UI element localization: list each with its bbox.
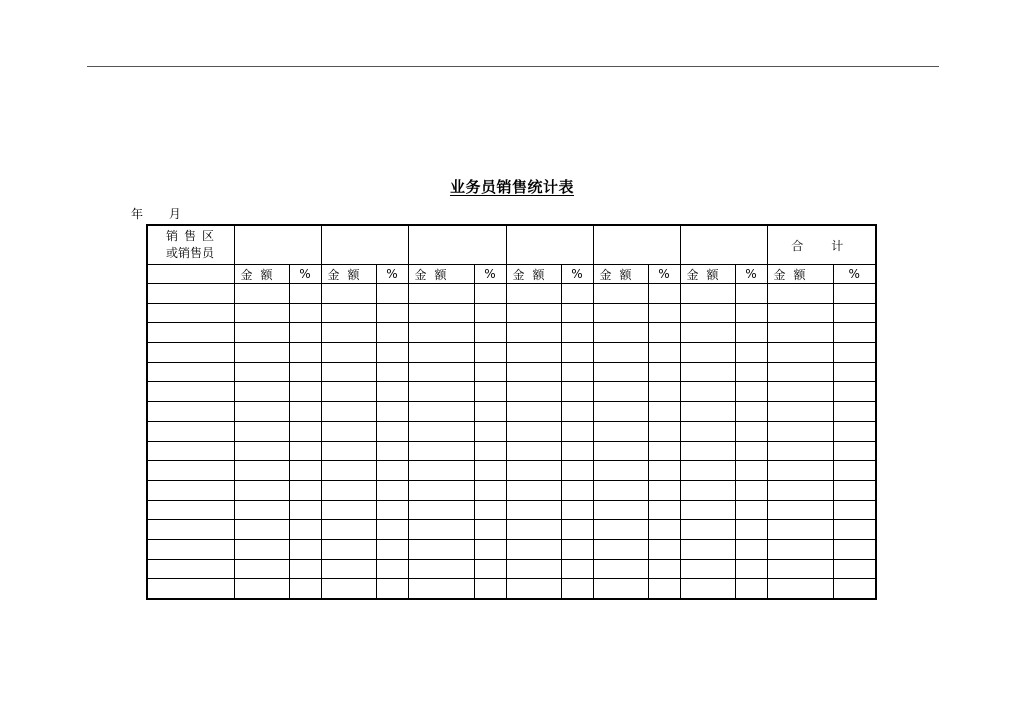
table-cell[interactable] — [408, 362, 474, 382]
row-label-cell[interactable] — [147, 461, 234, 481]
table-cell[interactable] — [321, 461, 376, 481]
table-cell[interactable] — [506, 402, 561, 422]
table-cell[interactable] — [376, 539, 408, 559]
table-cell[interactable] — [234, 402, 289, 422]
table-row — [147, 303, 876, 323]
table-cell[interactable] — [474, 520, 506, 540]
table-cell[interactable] — [680, 480, 735, 500]
table-cell[interactable] — [593, 520, 648, 540]
table-cell[interactable] — [833, 559, 876, 579]
table-row — [147, 480, 876, 500]
table-cell[interactable] — [735, 579, 767, 599]
year-label: 年 — [131, 207, 144, 221]
table-cell[interactable] — [680, 539, 735, 559]
table-cell[interactable] — [680, 441, 735, 461]
table-row — [147, 402, 876, 422]
table-cell[interactable] — [289, 382, 321, 402]
table-cell[interactable] — [735, 421, 767, 441]
group-header-cell[interactable] — [593, 225, 680, 265]
table-cell[interactable] — [735, 480, 767, 500]
table-cell[interactable] — [680, 402, 735, 422]
table-cell[interactable] — [506, 362, 561, 382]
table-cell[interactable] — [680, 362, 735, 382]
table-cell[interactable] — [833, 382, 876, 402]
date-line — [131, 205, 181, 222]
table-cell[interactable] — [593, 402, 648, 422]
table-cell[interactable] — [593, 323, 648, 343]
table-cell[interactable] — [680, 579, 735, 599]
table-cell[interactable] — [648, 421, 680, 441]
table-cell[interactable] — [234, 303, 289, 323]
table-cell[interactable] — [680, 382, 735, 402]
table-row — [147, 323, 876, 343]
table-cell[interactable] — [234, 323, 289, 343]
percent-header: % — [474, 265, 506, 284]
table-cell[interactable] — [767, 480, 833, 500]
table-cell[interactable] — [321, 382, 376, 402]
table-cell[interactable] — [474, 362, 506, 382]
table-cell[interactable] — [474, 323, 506, 343]
table-cell[interactable] — [234, 382, 289, 402]
table-cell[interactable] — [474, 441, 506, 461]
table-row — [147, 441, 876, 461]
table-cell[interactable] — [648, 441, 680, 461]
table-cell[interactable] — [680, 284, 735, 304]
table-cell[interactable] — [376, 421, 408, 441]
row-label-cell[interactable] — [147, 323, 234, 343]
table-cell[interactable] — [561, 520, 593, 540]
table-cell[interactable] — [506, 303, 561, 323]
percent-header: % — [648, 265, 680, 284]
table-cell[interactable] — [648, 362, 680, 382]
table-cell[interactable] — [289, 303, 321, 323]
header-rule — [87, 66, 939, 67]
table-cell[interactable] — [289, 441, 321, 461]
row-label-cell[interactable] — [147, 343, 234, 363]
table-cell[interactable] — [648, 284, 680, 304]
table-cell[interactable] — [593, 343, 648, 363]
group-header-cell[interactable] — [234, 225, 321, 265]
table-cell[interactable] — [648, 303, 680, 323]
table-cell[interactable] — [234, 579, 289, 599]
table-cell[interactable] — [506, 500, 561, 520]
row-label-cell[interactable] — [147, 362, 234, 382]
table-cell[interactable] — [561, 382, 593, 402]
table-cell[interactable] — [561, 559, 593, 579]
table-cell[interactable] — [408, 539, 474, 559]
table-cell[interactable] — [593, 382, 648, 402]
table-cell[interactable] — [593, 461, 648, 481]
row-label-cell[interactable] — [147, 303, 234, 323]
table-cell[interactable] — [735, 402, 767, 422]
table-cell[interactable] — [376, 323, 408, 343]
table-cell[interactable] — [321, 362, 376, 382]
table-row — [147, 520, 876, 540]
table-cell[interactable] — [408, 500, 474, 520]
table-cell[interactable] — [376, 303, 408, 323]
table-cell[interactable] — [593, 559, 648, 579]
table-cell[interactable] — [648, 579, 680, 599]
amount-header: 金额 — [680, 265, 735, 284]
table-cell[interactable] — [474, 421, 506, 441]
table-cell[interactable] — [506, 559, 561, 579]
table-cell[interactable] — [376, 461, 408, 481]
table-cell[interactable] — [680, 323, 735, 343]
table-cell[interactable] — [321, 480, 376, 500]
table-cell[interactable] — [767, 382, 833, 402]
table-cell[interactable] — [321, 539, 376, 559]
table-cell[interactable] — [474, 303, 506, 323]
row-label-cell[interactable] — [147, 579, 234, 599]
row-label-cell[interactable] — [147, 382, 234, 402]
table-cell[interactable] — [408, 343, 474, 363]
table-row — [147, 559, 876, 579]
table-cell[interactable] — [735, 520, 767, 540]
table-cell[interactable] — [289, 362, 321, 382]
row-label-cell[interactable] — [147, 421, 234, 441]
table-cell[interactable] — [289, 402, 321, 422]
table-cell[interactable] — [234, 284, 289, 304]
table-cell[interactable] — [561, 441, 593, 461]
table-cell[interactable] — [680, 343, 735, 363]
table-cell[interactable] — [833, 461, 876, 481]
table-cell[interactable] — [648, 559, 680, 579]
amount-header: 金额 — [593, 265, 648, 284]
table-cell[interactable] — [408, 559, 474, 579]
table-cell[interactable] — [321, 284, 376, 304]
table-cell[interactable] — [234, 362, 289, 382]
table-cell[interactable] — [408, 520, 474, 540]
table-cell[interactable] — [408, 579, 474, 599]
table-cell[interactable] — [474, 402, 506, 422]
table-cell[interactable] — [321, 303, 376, 323]
group-header-cell[interactable] — [321, 225, 408, 265]
table-cell[interactable] — [321, 421, 376, 441]
table-cell[interactable] — [735, 382, 767, 402]
table-cell[interactable] — [321, 441, 376, 461]
table-cell[interactable] — [408, 441, 474, 461]
row-label-cell[interactable] — [147, 539, 234, 559]
table-cell[interactable] — [735, 362, 767, 382]
table-cell[interactable] — [234, 500, 289, 520]
table-cell[interactable] — [234, 520, 289, 540]
row-label-cell[interactable] — [147, 480, 234, 500]
total-amount-header: 金额 — [767, 265, 833, 284]
table-cell[interactable] — [234, 421, 289, 441]
table-cell[interactable] — [289, 539, 321, 559]
corner-header-cell — [147, 225, 234, 265]
table-cell[interactable] — [506, 520, 561, 540]
table-cell[interactable] — [561, 421, 593, 441]
table-cell[interactable] — [593, 441, 648, 461]
table-cell[interactable] — [833, 303, 876, 323]
table-cell[interactable] — [321, 343, 376, 363]
table-cell[interactable] — [680, 303, 735, 323]
corner-subheader-cell — [147, 265, 234, 284]
group-header-cell[interactable] — [506, 225, 593, 265]
table-cell[interactable] — [234, 343, 289, 363]
table-cell[interactable] — [289, 461, 321, 481]
table-cell[interactable] — [289, 323, 321, 343]
table-cell[interactable] — [289, 500, 321, 520]
table-cell[interactable] — [593, 579, 648, 599]
table-cell[interactable] — [735, 559, 767, 579]
table-cell[interactable] — [767, 402, 833, 422]
month-label: 月 — [168, 207, 181, 221]
table-cell[interactable] — [767, 539, 833, 559]
table-cell[interactable] — [376, 559, 408, 579]
table-cell[interactable] — [593, 539, 648, 559]
table-row — [147, 539, 876, 559]
total-header-cell: 合计 — [767, 225, 876, 265]
table-cell[interactable] — [506, 480, 561, 500]
table-cell[interactable] — [289, 284, 321, 304]
table-row — [147, 343, 876, 363]
table-cell[interactable] — [593, 362, 648, 382]
table-cell[interactable] — [735, 343, 767, 363]
table-cell[interactable] — [376, 441, 408, 461]
table-cell[interactable] — [376, 382, 408, 402]
table-cell[interactable] — [648, 520, 680, 540]
table-row — [147, 579, 876, 599]
table-cell[interactable] — [767, 323, 833, 343]
table-cell[interactable] — [648, 382, 680, 402]
table-cell[interactable] — [289, 343, 321, 363]
table-cell[interactable] — [735, 284, 767, 304]
table-cell[interactable] — [593, 303, 648, 323]
table-cell[interactable] — [376, 500, 408, 520]
table-cell[interactable] — [321, 402, 376, 422]
header-row-groups — [147, 225, 876, 265]
document-title — [0, 176, 1024, 197]
table-cell[interactable] — [833, 402, 876, 422]
table-cell[interactable] — [506, 421, 561, 441]
table-cell[interactable] — [408, 323, 474, 343]
table-cell[interactable] — [561, 480, 593, 500]
table-cell[interactable] — [408, 480, 474, 500]
table-cell[interactable] — [561, 402, 593, 422]
row-label-cell[interactable] — [147, 284, 234, 304]
table-row — [147, 421, 876, 441]
table-cell[interactable] — [833, 421, 876, 441]
amount-header: 金额 — [234, 265, 289, 284]
table-cell[interactable] — [474, 579, 506, 599]
table-cell[interactable] — [833, 539, 876, 559]
table-cell[interactable] — [735, 500, 767, 520]
percent-header: % — [289, 265, 321, 284]
table-cell[interactable] — [376, 579, 408, 599]
table-cell[interactable] — [474, 480, 506, 500]
table-cell[interactable] — [506, 579, 561, 599]
amount-header: 金额 — [408, 265, 474, 284]
table-cell[interactable] — [593, 480, 648, 500]
table-cell[interactable] — [321, 323, 376, 343]
table-cell[interactable] — [474, 539, 506, 559]
table-cell[interactable] — [648, 402, 680, 422]
percent-header: % — [735, 265, 767, 284]
table-cell[interactable] — [474, 461, 506, 481]
table-cell[interactable] — [474, 284, 506, 304]
table-cell[interactable] — [833, 284, 876, 304]
table-cell[interactable] — [767, 579, 833, 599]
table-cell[interactable] — [561, 579, 593, 599]
table-cell[interactable] — [593, 421, 648, 441]
table-cell[interactable] — [593, 500, 648, 520]
table-cell[interactable] — [561, 461, 593, 481]
table-cell[interactable] — [289, 480, 321, 500]
table-row — [147, 382, 876, 402]
table-cell[interactable] — [234, 441, 289, 461]
table-cell[interactable] — [735, 461, 767, 481]
table-cell[interactable] — [506, 461, 561, 481]
table-cell[interactable] — [648, 539, 680, 559]
table-cell[interactable] — [561, 303, 593, 323]
table-cell[interactable] — [234, 461, 289, 481]
table-cell[interactable] — [234, 559, 289, 579]
table-cell[interactable] — [735, 441, 767, 461]
table-cell[interactable] — [289, 520, 321, 540]
table-cell[interactable] — [767, 461, 833, 481]
table-cell[interactable] — [289, 559, 321, 579]
table-cell[interactable] — [376, 480, 408, 500]
table-cell[interactable] — [833, 579, 876, 599]
table-cell[interactable] — [648, 323, 680, 343]
table-cell[interactable] — [408, 382, 474, 402]
table-cell[interactable] — [474, 500, 506, 520]
table-cell[interactable] — [767, 362, 833, 382]
table-cell[interactable] — [234, 480, 289, 500]
table-cell[interactable] — [833, 500, 876, 520]
table-cell[interactable] — [767, 303, 833, 323]
table-row — [147, 284, 876, 304]
sales-stats-table — [146, 224, 877, 600]
table-cell[interactable] — [561, 362, 593, 382]
table-cell[interactable] — [767, 559, 833, 579]
table-cell[interactable] — [506, 382, 561, 402]
corner-label-line1: 销售区 — [166, 229, 221, 243]
group-header-cell[interactable] — [680, 225, 767, 265]
table-cell[interactable] — [408, 303, 474, 323]
table-cell[interactable] — [321, 500, 376, 520]
table-row — [147, 500, 876, 520]
row-label-cell[interactable] — [147, 559, 234, 579]
table-cell[interactable] — [408, 421, 474, 441]
percent-header: % — [561, 265, 593, 284]
table-cell[interactable] — [376, 402, 408, 422]
table-cell[interactable] — [735, 539, 767, 559]
table-cell[interactable] — [833, 343, 876, 363]
table-cell[interactable] — [234, 539, 289, 559]
table-cell[interactable] — [474, 559, 506, 579]
table-cell[interactable] — [506, 343, 561, 363]
table-cell[interactable] — [408, 402, 474, 422]
document-title-text: 业务员销售统计表 — [449, 178, 574, 196]
table-cell[interactable] — [376, 343, 408, 363]
table-cell[interactable] — [561, 343, 593, 363]
table-cell[interactable] — [833, 480, 876, 500]
table-cell[interactable] — [680, 461, 735, 481]
table-cell[interactable] — [680, 500, 735, 520]
table-cell[interactable] — [289, 421, 321, 441]
percent-header: % — [376, 265, 408, 284]
table-cell[interactable] — [648, 461, 680, 481]
table-cell[interactable] — [561, 500, 593, 520]
row-label-cell[interactable] — [147, 402, 234, 422]
table-cell[interactable] — [506, 441, 561, 461]
table-cell[interactable] — [408, 284, 474, 304]
corner-label-line2: 或销售员 — [166, 246, 215, 260]
table-cell[interactable] — [767, 441, 833, 461]
table-cell[interactable] — [376, 362, 408, 382]
table-cell[interactable] — [408, 461, 474, 481]
header-row-subcolumns — [147, 265, 876, 284]
table-cell[interactable] — [767, 520, 833, 540]
amount-header: 金额 — [321, 265, 376, 284]
table-cell[interactable] — [767, 343, 833, 363]
total-percent-header: % — [833, 265, 876, 284]
table-cell[interactable] — [735, 303, 767, 323]
table-row — [147, 461, 876, 481]
table-cell[interactable] — [648, 343, 680, 363]
table-cell[interactable] — [506, 323, 561, 343]
table-cell[interactable] — [735, 323, 767, 343]
row-label-cell[interactable] — [147, 500, 234, 520]
table-cell[interactable] — [376, 284, 408, 304]
table-cell[interactable] — [561, 284, 593, 304]
table-cell[interactable] — [321, 579, 376, 599]
table-cell[interactable] — [321, 559, 376, 579]
table-cell[interactable] — [833, 323, 876, 343]
table-cell[interactable] — [680, 421, 735, 441]
table-cell[interactable] — [680, 520, 735, 540]
group-header-cell[interactable] — [408, 225, 506, 265]
table-cell[interactable] — [767, 421, 833, 441]
table-cell[interactable] — [648, 500, 680, 520]
row-label-cell[interactable] — [147, 520, 234, 540]
table-row — [147, 362, 876, 382]
table-cell[interactable] — [506, 284, 561, 304]
table-cell[interactable] — [833, 520, 876, 540]
table-cell[interactable] — [833, 441, 876, 461]
table-cell[interactable] — [593, 284, 648, 304]
table-cell[interactable] — [474, 382, 506, 402]
table-cell[interactable] — [561, 323, 593, 343]
table-cell[interactable] — [833, 362, 876, 382]
table-cell[interactable] — [321, 520, 376, 540]
table-cell[interactable] — [767, 284, 833, 304]
table-cell[interactable] — [767, 500, 833, 520]
row-label-cell[interactable] — [147, 441, 234, 461]
table-cell[interactable] — [506, 539, 561, 559]
table-cell[interactable] — [680, 559, 735, 579]
table-cell[interactable] — [376, 520, 408, 540]
table-cell[interactable] — [648, 480, 680, 500]
table-cell[interactable] — [474, 343, 506, 363]
table-cell[interactable] — [289, 579, 321, 599]
table-cell[interactable] — [561, 539, 593, 559]
amount-header: 金额 — [506, 265, 561, 284]
